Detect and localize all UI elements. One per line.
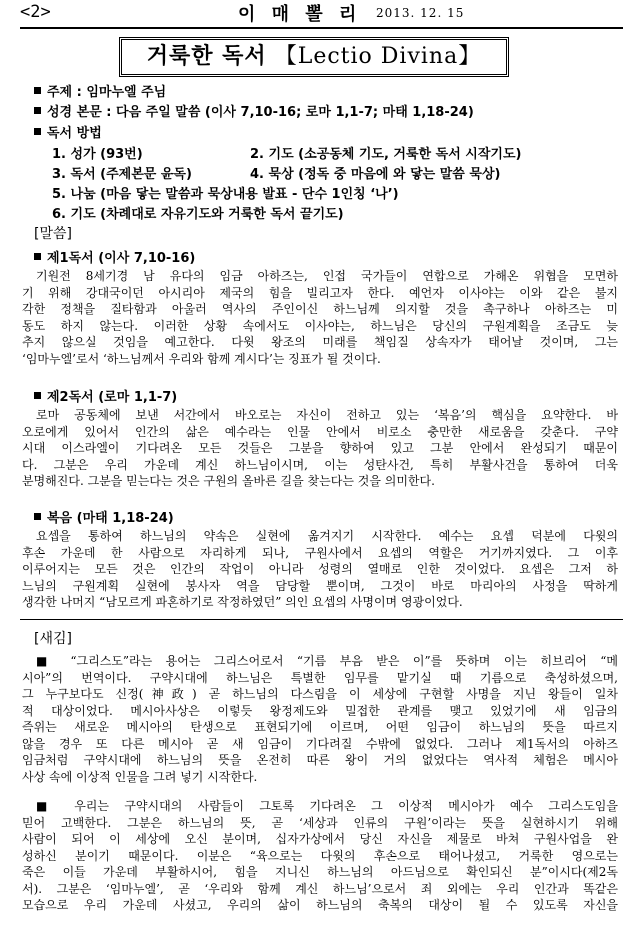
paragraph-line: 이루어지는 모든 것은 인간의 작업이 아니라 성령의 열매로 인한 것이었다. 요셉은 그저 하	[22, 562, 618, 576]
paragraph-line: 동도 하지 않는다. 이러한 상황 속에서도 이사야는, 하느님은 당신의 구원계획을 조금도 늦	[22, 318, 618, 333]
paragraph-line: ‘임마누엘’로서 ‘하느님께서 우리와 함께 계시다’는 징표가 될 것이다.	[22, 351, 381, 366]
title-latin-bracket-open: 【	[274, 44, 298, 69]
title-latin-bracket-close: 】	[458, 44, 482, 69]
paragraph-line: 기원전 8세기경 남 유다의 임금 아하즈는, 인접 국가들이 연합으로 가해온 위협을 모면하	[36, 269, 618, 283]
method-step: 6. 기도 (차례대로 자유기도와 거룩한 독서 끝기도)	[52, 207, 344, 222]
paragraph-line: 그 누구보다도 신정(神政) 곧 하느님의 다스림을 이 세상에 구현할 사명을 지닌 왕들이 일차	[22, 687, 618, 701]
theme-line	[34, 81, 166, 100]
paragraph-line: 각한 정책을 질타함과 아울러 역사의 주인이신 하느님께 의지할 것을 촉구하나 아하즈는 미	[22, 302, 618, 316]
paragraph-line: 생각한 나머지 “남모르게 파혼하기로 작정하였던” 의인 요셉의 사명이며 영광이었다.	[22, 595, 463, 609]
readings-line	[34, 101, 474, 120]
paragraph-line: 로마 공동체에 보낸 서간에서 바오로는 자신이 전하고 있는 ‘복음’의 핵심을 요약한다. 바	[36, 408, 618, 422]
paragraph-line: 사람이 되어 이 세상에 오신 분이며, 십자가상에서 당신 자신을 제물로 바쳐 구원사업을 완	[22, 832, 618, 846]
method-heading	[34, 122, 102, 141]
bullet-square-icon	[34, 87, 41, 94]
gospel-paragraph	[22, 528, 618, 611]
paragraph-line: 시아”의 번역이다. 구약시대에 하느님은 특별한 임무를 맡기실 때 기름으로 축성하셨으며,	[22, 670, 618, 685]
paragraph-line: 즉위는 새로운 메시아의 탄생으로 표현되기에 이르며, 어떤 임금이 하느님의 뜻을 따르지	[22, 720, 618, 734]
paragraph-line: 모습으로 우리 가운데 사셨고, 우리의 삶이 하느님의 축복의 대상이 될 수 있도록 자신을	[22, 898, 618, 912]
method-step: 2. 기도 (소공동체 기도, 거룩한 독서 시작기도)	[250, 147, 522, 162]
paragraph-line: 기 위해 강대국이던 아시리아 제국의 힘을 빌리고자 한다. 예언자 이사야는 이와 같은 불지	[22, 285, 618, 300]
method-step: 3. 독서 (주제본문 윤독)	[52, 167, 192, 182]
paragraph-line: 성하신 분이기 때문이다. 이분은 “육으로는 다윗의 후손으로 태어나셨고, 거룩한 영으로는	[22, 848, 618, 863]
bullet-square-icon	[34, 128, 41, 135]
bullet-square-icon	[34, 513, 41, 520]
paragraph-line: 적 대상이었다. 메시아사상은 이렇듯 왕정제도와 밀접한 관계를 맺고 있었기에 새 임금의	[22, 703, 618, 718]
reflection-paragraph	[22, 798, 618, 914]
paragraph-line: 오로에게 있어서 인간의 삶은 예수라는 인물 안에서 비로소 충만한 새로움을 갖춘다. 구약	[22, 424, 618, 439]
paragraph-line: 죽은 이들 가운데 부활하시어, 힘을 지니신 하느님의 아드님으로 확인되신 분”이시다(제2독	[22, 865, 618, 879]
page-title	[119, 37, 509, 77]
page-number: <2>	[20, 2, 51, 22]
reflection-heading: [새김]	[34, 631, 72, 647]
publication-date: 2013. 12. 15	[376, 6, 465, 20]
theme-text: 주제 : 임마누엘 주님	[47, 85, 167, 100]
paragraph-line: ■ 우리는 구약시대의 사람들이 그토록 기다려온 그 이상적 메시아가 예수 그리스도임을	[36, 799, 618, 813]
paragraph-line: 시대 이스라엘이 기다려온 모든 것들은 그분을 향하여 있고 그분 안에서 완성되기 때문이	[22, 441, 618, 455]
paragraph-line: 다. 그분은 우리 가운데 계신 하느님이시며, 이는 성탄사건, 특히 부활사건을 통하여 더욱	[22, 457, 618, 472]
method-step: 4. 묵상 (정독 중 마음에 와 닿는 말씀 묵상)	[250, 167, 501, 182]
paragraph-line: 분명해진다. 그분을 믿는다는 것은 구원의 올바른 길을 찾는다는 것을 의미한다.	[22, 474, 435, 488]
paragraph-line: 서). 그분은 ‘임마누엘’, 곧 ‘우리와 함께 계신 하느님’으로서 죄 외에는 우리 인간과 똑같은	[22, 881, 618, 896]
method-heading-text: 독서 방법	[47, 126, 102, 141]
paragraph-line: 믿어 고백한다. 그분은 하느님의 뜻, 곧 ‘세상과 인류의 구원’이라는 뜻을 실현하시기 위해	[22, 815, 618, 830]
paragraph-line: 추지 않으실 것임을 예고한다. 다윗 왕조의 미래를 책임질 상속자가 태어날 것이며, 그는	[22, 335, 618, 349]
bullet-square-icon	[34, 107, 41, 114]
paragraph-line: 후손 가운데 한 사람으로 자리하게 되나, 구원사에서 요셉의 역할은 거기까지였다. 그 이후	[22, 545, 618, 560]
readings-text: 성경 본문 : 다음 주일 말씀 (이사 7,10-16; 로마 1,1-7; 마태 1,18-24)	[47, 105, 474, 120]
paragraph-line: 임금처럼 구약시대에 하느님의 뜻을 온전히 따른 왕이 거의 없었다는 역사적 체험은 메시아	[22, 753, 618, 767]
reading-1-paragraph	[22, 268, 618, 367]
paragraph-line: ■ “그리스도”라는 용어는 그리스어로서 “기름 부음 받은 이”를 뜻하며 이는 히브리어 “메	[36, 654, 618, 668]
paragraph-line: 느님의 구원계획 실현에 봉사자 역을 담당할 뿐이며, 그것이 바로 마리아의 사정을 딱하게	[22, 578, 618, 593]
title-latin: Lectio Divina	[297, 44, 459, 69]
publication-name: 이 매 뽈 리	[238, 4, 362, 25]
reading-heading: 제2독서 (로마 1,1-7)	[34, 386, 177, 405]
reading-2-paragraph	[22, 407, 618, 490]
reading-heading: 복음 (마태 1,18-24)	[34, 507, 174, 526]
reading-heading: 제1독서 (이사 7,10-16)	[34, 247, 195, 266]
header-divider	[20, 27, 623, 29]
bullet-square-icon	[34, 392, 41, 399]
page-header	[20, 0, 623, 28]
paragraph-line: 사상 속에 이상적 인물을 그려 넣기 시작한다.	[22, 769, 258, 784]
method-step: 5. 나눔 (마음 닿는 말씀과 묵상내용 발표 - 단수 1인칭 ‘나’)	[52, 187, 399, 202]
paragraph-line: 요셉을 통하여 하느님의 약속은 실현에 옮겨지기 시작한다. 예수는 요셉 덕분에 다윗의	[36, 529, 618, 543]
paragraph-line: 않을 경우 또 다른 메시아 곧 새 임금이 기다려질 수밖에 없었다. 그러나 제1독서의 아하즈	[22, 736, 618, 751]
section-divider	[20, 619, 623, 620]
bullet-square-icon	[34, 253, 41, 260]
reflection-paragraph	[22, 653, 618, 785]
word-heading: [말씀]	[34, 226, 72, 242]
method-step: 1. 성가 (93번)	[52, 147, 143, 162]
title-korean: 거룩한 독서	[146, 44, 267, 69]
